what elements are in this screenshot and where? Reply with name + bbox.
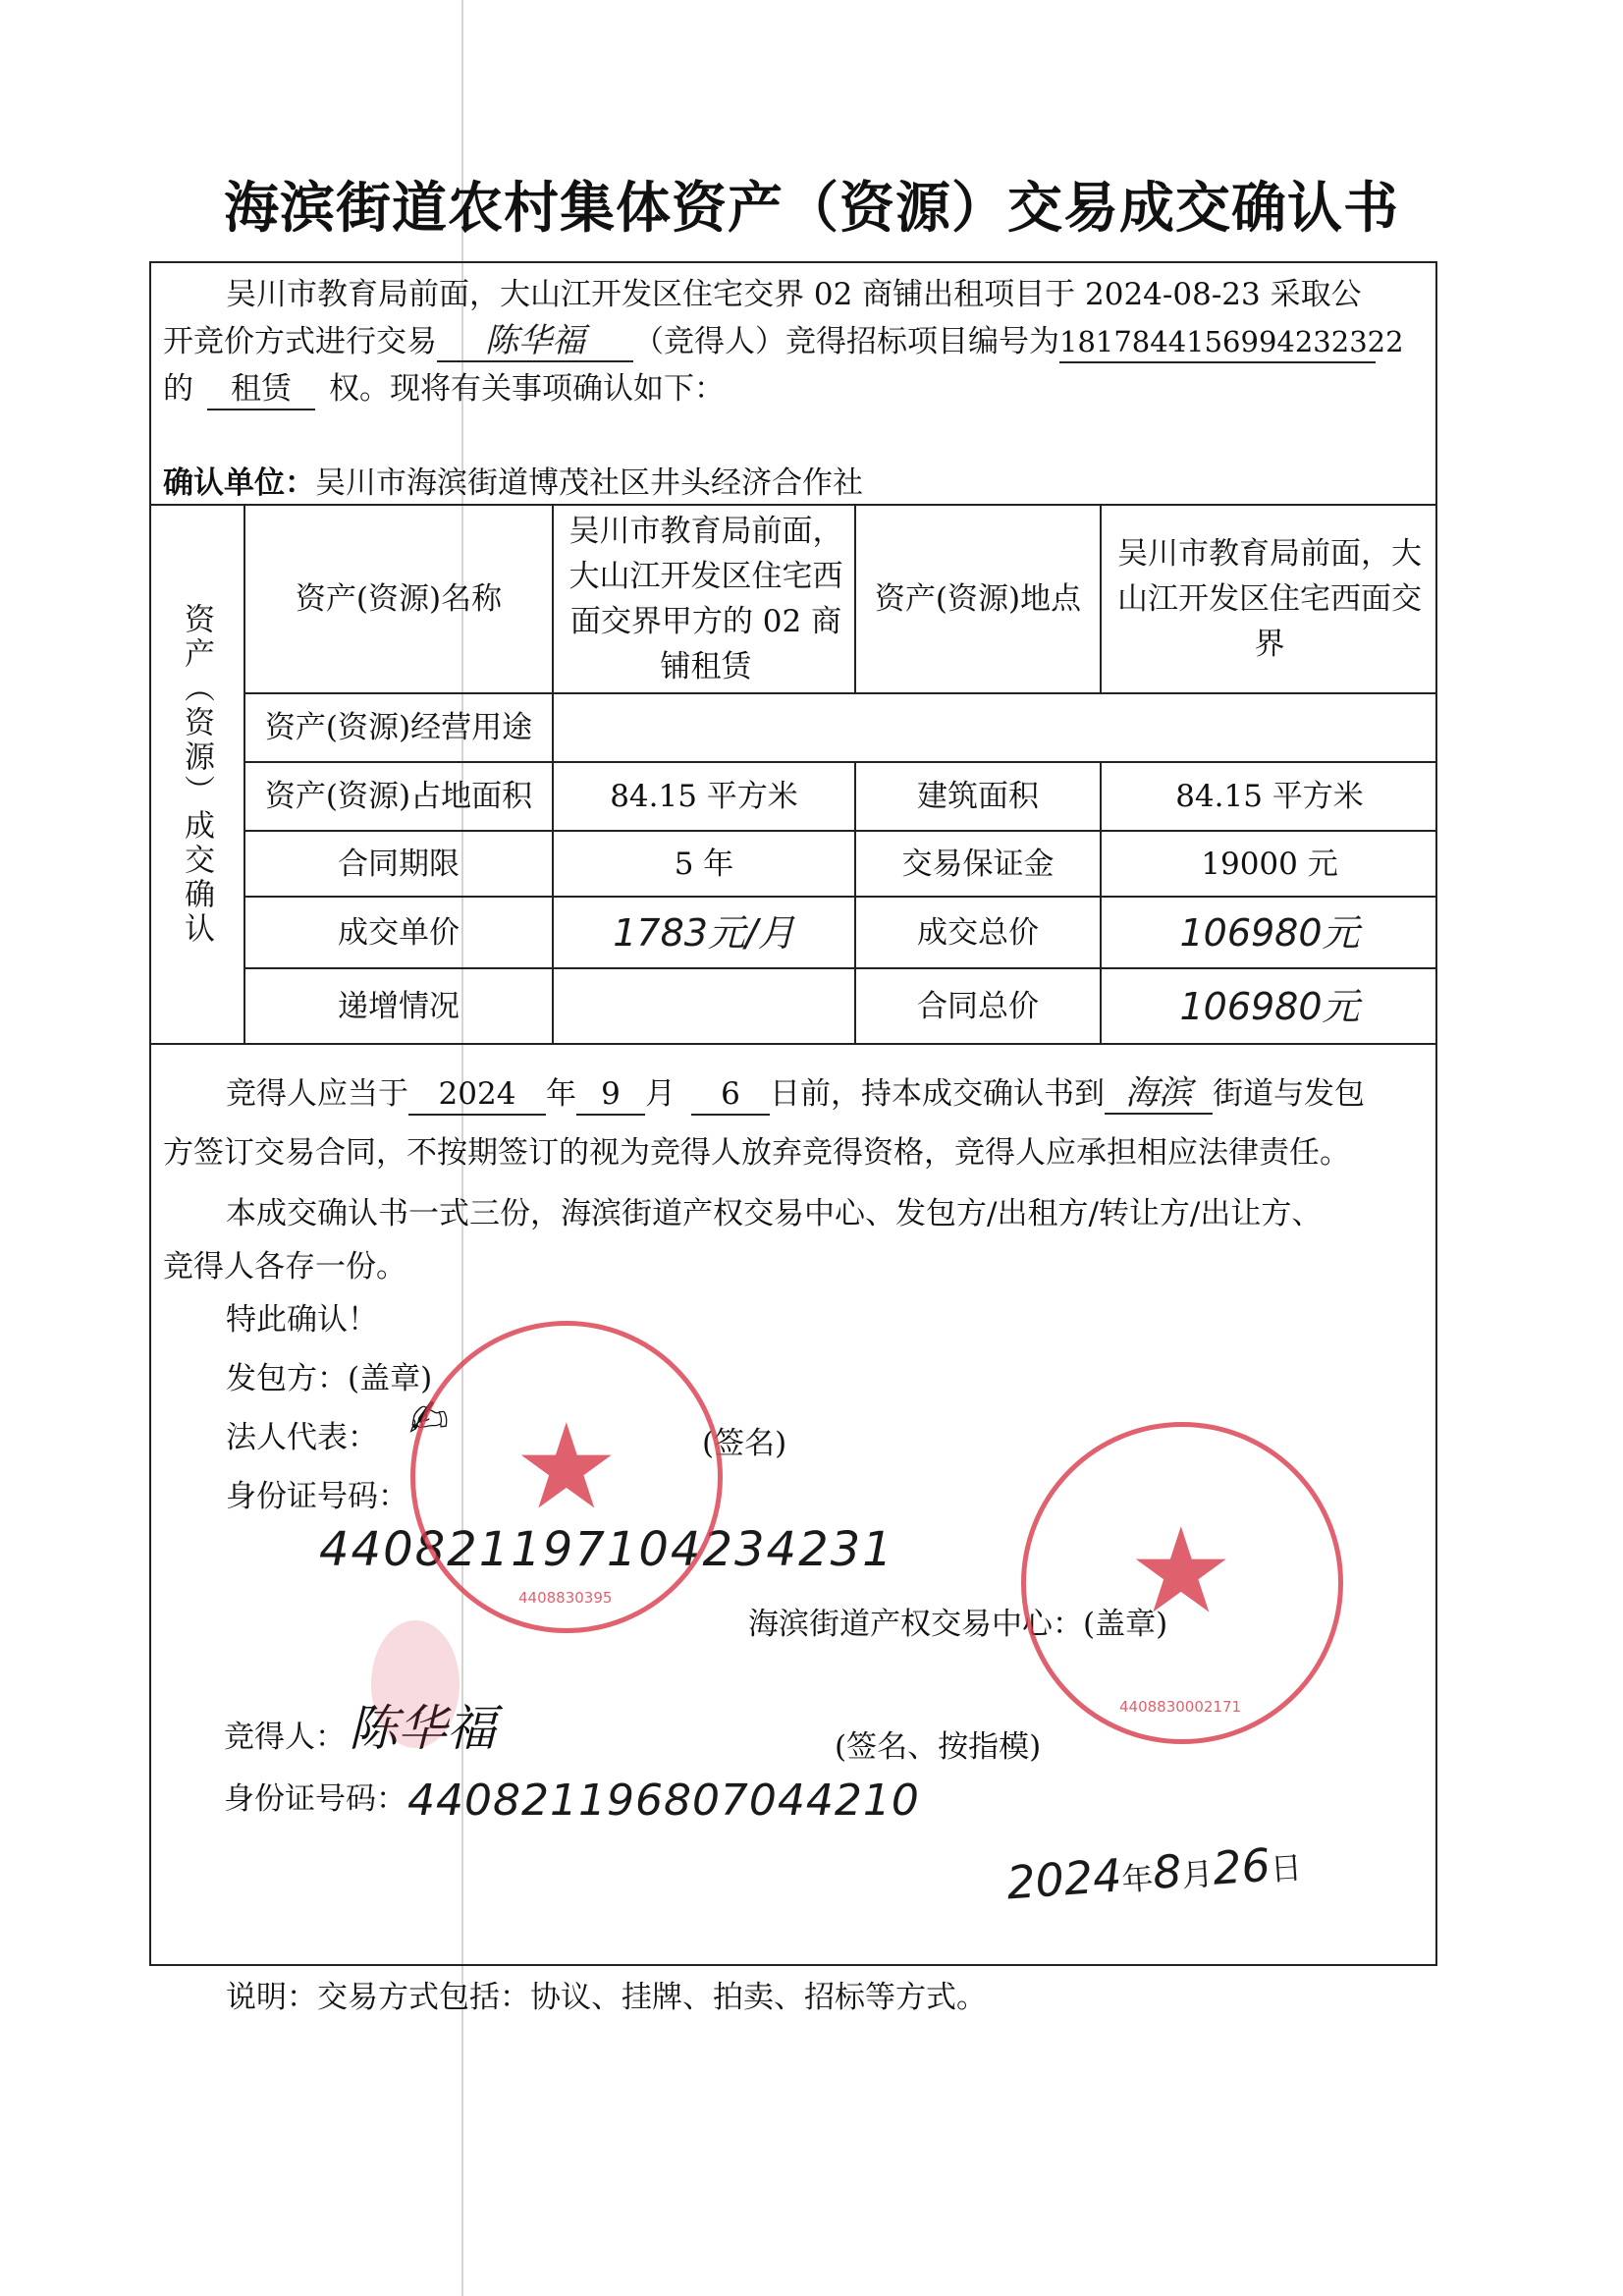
intro-line-1: 吴川市教育局前面，大山江开发区住宅交界 02 商铺出租项目于 2024-08-23 采取公 <box>226 277 1362 312</box>
usage-value <box>554 694 1437 761</box>
unit-price-label: 成交单价 <box>338 914 460 951</box>
footnote: 说明：交易方式包括：协议、挂牌、拍卖、招标等方式。 <box>226 1980 987 2015</box>
body-paragraph-1-line-2: 方签订交易合同，不按期签订的视为竞得人放弃竞得资格，竞得人应承担相应法律责任。 <box>163 1135 1350 1171</box>
seal-number: 4408830002171 <box>1119 1698 1242 1716</box>
body-paragraph-1: 竞得人应当于 2024 年 9 月 6 日前，持本成交确认书到 海滨 街道与发包 <box>226 1070 1365 1118</box>
legal-rep-label: 法人代表： <box>226 1420 378 1455</box>
deadline-day: 6 <box>691 1074 770 1116</box>
building-area-label: 建筑面积 <box>917 779 1039 814</box>
asset-name-label: 资产(资源)名称 <box>295 581 503 617</box>
issuer-label: 发包方：(盖章) <box>226 1361 433 1396</box>
intro-line-3: 的 租赁 权。现将有关事项确认如下： <box>163 365 725 412</box>
term-value: 5 年 <box>674 846 734 882</box>
document-title: 海滨街道农村集体资产（资源）交易成交确认书 <box>224 177 1399 241</box>
deposit-value: 19000 元 <box>1201 846 1338 882</box>
winner-signature: 陈华福 <box>349 1700 496 1757</box>
legal-rep-sign-label: (签名) <box>702 1426 787 1461</box>
deposit-label: 交易保证金 <box>901 846 1055 882</box>
table-bottom-line <box>149 1043 1437 1045</box>
deadline-month: 9 <box>576 1074 645 1116</box>
special-confirm: 特此确认！ <box>226 1302 378 1338</box>
cooperative-seal <box>410 1321 723 1633</box>
asset-location-value: 吴川市教育局前面，大山江开发区住宅西面交界 <box>1117 536 1422 662</box>
asset-name-value: 吴川市教育局前面，大山江开发区住宅西面交界甲方的 02 商铺租赁 <box>568 514 843 684</box>
total-price-value: 106980元 <box>1179 910 1360 955</box>
winner-id-number: 440821196807044210 <box>407 1776 920 1826</box>
land-area-value: 84.15 平方米 <box>610 779 798 814</box>
term-label: 合同期限 <box>338 846 460 882</box>
intro-line-2: 开竞价方式进行交易 陈华福 （竞得人）竞得招标项目编号为1817844156994232322 <box>163 318 1376 365</box>
id-label-1: 身份证号码： <box>226 1479 408 1514</box>
increase-value <box>554 969 854 1043</box>
usage-label: 资产(资源)经营用途 <box>264 710 533 745</box>
side-label-cell <box>149 506 243 1043</box>
legal-rep-signature: ✍ <box>405 1387 452 1449</box>
winner-sign-label: (签名、按指模) <box>835 1729 1042 1765</box>
center-seal <box>1021 1422 1343 1744</box>
seal-star-icon: ★ <box>514 1399 620 1536</box>
table-col-line <box>1100 504 1102 692</box>
total-price-label: 成交总价 <box>917 914 1039 951</box>
sign-date: 2024年8月26日 <box>1004 1837 1304 1910</box>
winner-label: 竞得人： <box>224 1720 346 1755</box>
contract-total-value: 106980元 <box>1179 984 1360 1028</box>
body-paragraph-2-line-2: 竞得人各存一份。 <box>163 1249 406 1285</box>
center-label: 海滨街道产权交易中心：(盖章) <box>748 1607 1168 1642</box>
seal-star-icon: ★ <box>1128 1503 1234 1640</box>
body-paragraph-2: 本成交确认书一式三份，海滨街道产权交易中心、发包方/出租方/转让方/出让方、 <box>226 1196 1323 1231</box>
legal-rep-id-number: 440821197104234231 <box>319 1522 894 1577</box>
winner-name-handwritten: 陈华福 <box>437 321 633 362</box>
unit-price-value: 1783元/月 <box>613 910 795 955</box>
id-label-2: 身份证号码： <box>224 1781 406 1817</box>
side-label: 资产（资源）成交确认 <box>179 602 214 947</box>
confirm-unit: 确认单位：吴川市海滨街道博茂社区井头经济合作社 <box>163 465 863 501</box>
increase-label: 递增情况 <box>338 988 460 1024</box>
fingerprint-mark <box>371 1620 460 1748</box>
street-handwritten: 海滨 <box>1105 1073 1213 1115</box>
project-number: 1817844156994232322 <box>1059 322 1376 363</box>
contract-total-label: 合同总价 <box>917 988 1039 1024</box>
right-type: 租赁 <box>207 369 315 410</box>
seal-number: 4408830395 <box>518 1589 613 1607</box>
deadline-year: 2024 <box>408 1074 546 1116</box>
building-area-value: 84.15 平方米 <box>1175 779 1364 814</box>
asset-location-label: 资产(资源)地点 <box>874 581 1082 617</box>
land-area-label: 资产(资源)占地面积 <box>264 779 533 814</box>
